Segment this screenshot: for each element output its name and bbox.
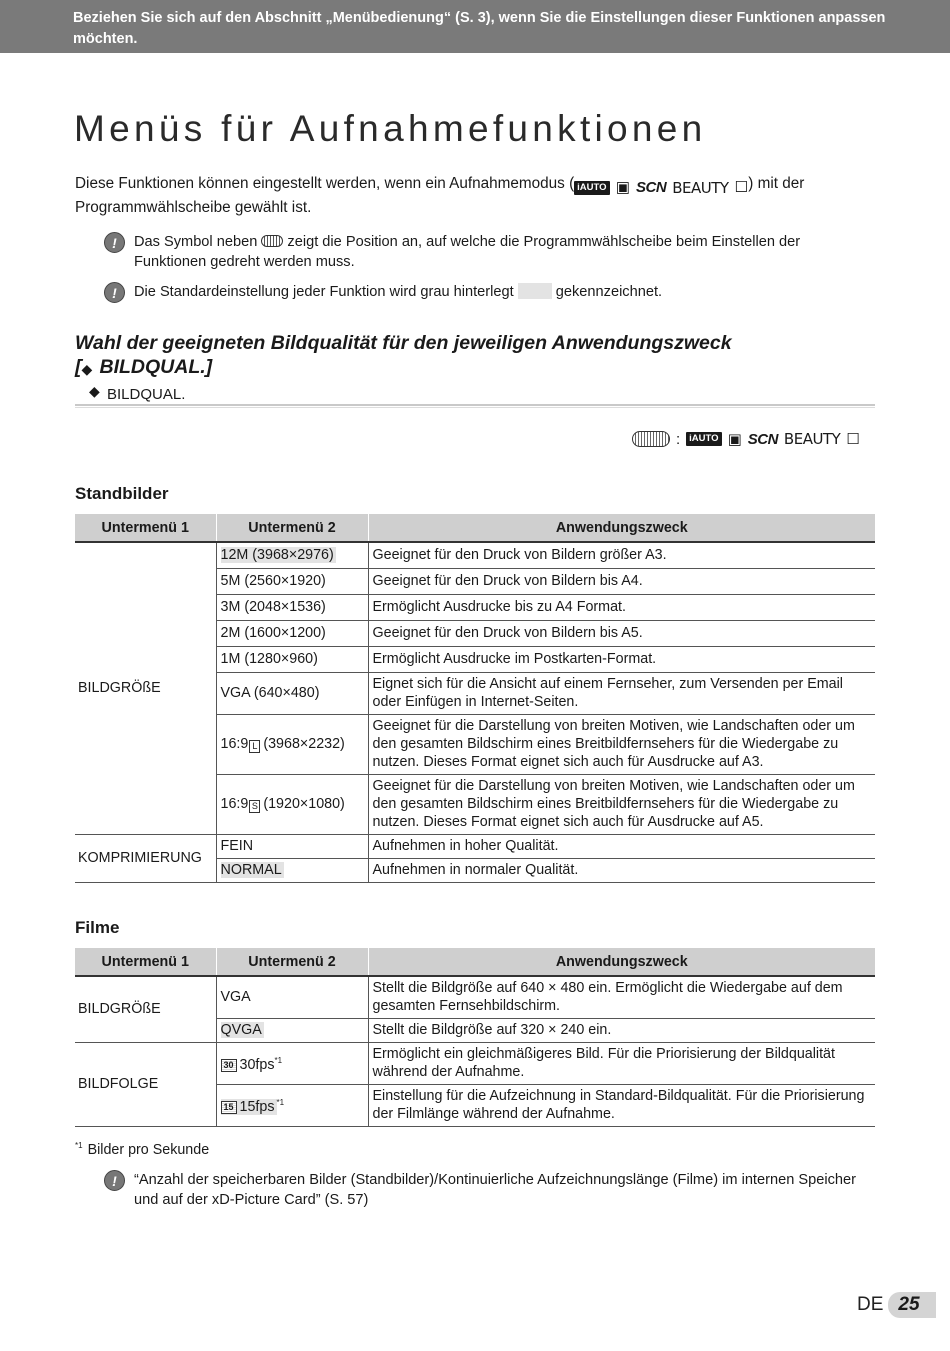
submenu2-cell: 12M (3968×2976)	[220, 547, 334, 564]
footnote-ref: *1	[274, 1056, 283, 1065]
default-grey-swatch	[518, 283, 552, 299]
modes-colon: :	[676, 430, 681, 448]
ratio-label: 16:9	[220, 736, 249, 752]
purpose-cell: Einstellung für die Aufzeichnung in Standard-Bildqualität. Für die Priorisierung der Filmlänge während der Aufnahme.	[368, 1084, 875, 1126]
column-header: Untermenü 2	[216, 514, 368, 542]
purpose-cell: Geeignet für die Darstellung von breiten Motiven, wie Landschaften oder um den gesamten Bildschirm eines Breitbildfernsehers für die Wiedergabe zu nutzen. Dieses Format eignet sich auch für Ausdrucke auf A5.	[368, 774, 875, 834]
image-quality-icon	[82, 360, 97, 374]
subhead-label: BILDQUAL.	[107, 386, 186, 403]
still-table-title: Standbilder	[75, 484, 169, 503]
note-text: Das Symbol neben	[134, 234, 262, 250]
divider	[75, 407, 875, 408]
note-text: Die Standardeinstellung jeder Funktion wird grau hinterlegt	[134, 284, 518, 300]
caution-icon: !	[104, 1170, 125, 1191]
fps-label: 30fps	[239, 1057, 275, 1073]
mode-icons	[574, 178, 748, 198]
banner-text: Beziehen Sie sich auf den Abschnitt „Menübedienung“ (S. 3), wenn Sie die Einstellungen dieser Funktionen anpassen möchten.	[73, 10, 886, 47]
section-heading-menu: BILDQUAL.]	[99, 356, 213, 378]
purpose-cell: Geeignet für den Druck von Bildern bis A5.	[368, 620, 875, 646]
page-number-value: 25	[888, 1292, 935, 1318]
purpose-cell: Aufnehmen in normaler Qualität.	[368, 858, 875, 882]
submenu2-cell	[216, 774, 368, 834]
table-header-row	[75, 948, 875, 976]
submenu2-cell	[216, 1042, 368, 1084]
still-image-table	[75, 514, 875, 883]
column-header: Anwendungszweck	[368, 514, 875, 542]
mode-dial-icon	[261, 235, 283, 247]
resolution-label: (1920×1080)	[263, 796, 345, 812]
purpose-cell: Geeignet für den Druck von Bildern bis A4.	[368, 568, 875, 594]
available-modes	[632, 428, 876, 450]
fps-label: 15fps	[239, 1099, 275, 1115]
table-row	[75, 1042, 875, 1084]
column-header: Anwendungszweck	[368, 948, 875, 976]
page-title: Menüs für Aufnahmefunktionen	[74, 108, 707, 149]
table-row	[75, 976, 875, 1018]
purpose-cell: Ermöglicht ein gleichmäßigeres Bild. Für die Priorisierung der Bildqualität während der Aufnahme.	[368, 1042, 875, 1084]
note-text: “Anzahl der speicherbaren Bilder (Standbilder)/Kontinuierliche Aufzeichnungslänge (Filme) im internen Speicher und auf der xD-Picture Card” (S. 57)	[134, 1172, 856, 1208]
purpose-cell: Ermöglicht Ausdrucke im Postkarten-Format.	[368, 646, 875, 672]
note-storage-reference	[104, 1170, 874, 1210]
footnote-text: Bilder pro Sekunde	[87, 1142, 210, 1158]
camera-icon: ▣	[615, 179, 631, 196]
language-code: DE	[857, 1294, 884, 1315]
footnote	[75, 1141, 209, 1158]
submenu2-cell: QVGA	[220, 1022, 262, 1038]
submenu2-cell: 5M (2560×1920)	[216, 568, 368, 594]
submenu2-cell: 2M (1600×1200)	[216, 620, 368, 646]
size-small-icon: S	[249, 800, 260, 813]
divider	[75, 404, 875, 406]
purpose-cell: Geeignet für den Druck von Bildern größer A3.	[368, 542, 875, 568]
table-row	[75, 542, 875, 568]
page-number	[857, 1291, 936, 1319]
submenu2-cell: VGA (640×480)	[216, 672, 368, 714]
note-default-setting	[104, 282, 874, 302]
purpose-cell: Stellt die Bildgröße auf 320 × 240 ein.	[368, 1018, 875, 1042]
movie-table	[75, 948, 875, 1127]
table-row	[75, 834, 875, 858]
movie-icon: ☐	[846, 431, 860, 448]
submenu2-cell: 1M (1280×960)	[216, 646, 368, 672]
intro-text-after: ) mit der Programmwählscheibe gewählt ist.	[75, 175, 805, 216]
top-banner	[0, 0, 950, 53]
camera-icon: ▣	[727, 431, 742, 448]
ratio-label: 16:9	[220, 796, 249, 812]
submenu2-cell: NORMAL	[220, 862, 282, 878]
submenu1-cell: BILDFOLGE	[75, 1042, 216, 1126]
table-header-row	[75, 514, 875, 542]
purpose-cell: Geeignet für die Darstellung von breiten Motiven, wie Landschaften oder um den gesamten Bildschirm eines Breitbildfernsehers für die Wiedergabe zu nutzen. Dieses Format eignet sich auch für Ausdrucke auf A3.	[368, 714, 875, 774]
caution-icon: !	[104, 282, 125, 303]
column-header: Untermenü 1	[75, 948, 216, 976]
section-heading-line1: Wahl der geeigneten Bildqualität für den jeweiligen Anwendungszweck	[75, 332, 732, 354]
size-large-icon: L	[249, 740, 260, 753]
submenu2-cell: FEIN	[216, 834, 368, 858]
beauty-icon: BEAUTY	[783, 430, 841, 448]
purpose-cell: Ermöglicht Ausdrucke bis zu A4 Format.	[368, 594, 875, 620]
note-dial-position	[104, 232, 874, 272]
purpose-cell: Stellt die Bildgröße auf 640 × 480 ein. Ermöglicht die Wiedergabe auf dem gesamten Fernsehbildschirm.	[368, 976, 875, 1018]
intro-paragraph	[75, 174, 875, 218]
scn-icon: SCN	[636, 179, 667, 196]
submenu1-cell: KOMPRIMIERUNG	[75, 834, 216, 882]
movie-table-title: Filme	[75, 918, 120, 937]
note-text: zeigt die Position an, auf welche die Programmwählscheibe beim Einstellen der Funktionen gedreht werden muss.	[134, 234, 801, 270]
scn-icon: SCN	[747, 430, 778, 448]
column-header: Untermenü 2	[216, 948, 368, 976]
submenu2-cell: VGA	[216, 976, 368, 1018]
mode-dial-icon	[632, 431, 670, 447]
fps30-icon: 30	[221, 1059, 237, 1072]
beauty-icon: BEAUTY	[672, 179, 729, 197]
intro-text-before: Diese Funktionen können eingestellt werden, wenn ein Aufnahmemodus (	[75, 175, 575, 192]
section-heading	[75, 331, 855, 379]
submenu2-cell	[216, 714, 368, 774]
section-heading-bracket: [	[75, 356, 82, 378]
submenu2-cell	[216, 1084, 368, 1126]
note-text: gekennzeichnet.	[551, 284, 663, 300]
footnote-ref: *1	[276, 1098, 285, 1107]
submenu1-cell: BILDGRÖßE	[75, 976, 216, 1042]
submenu2-cell: 3M (2048×1536)	[216, 594, 368, 620]
resolution-label: (3968×2232)	[263, 736, 345, 752]
menu-subhead	[75, 385, 875, 409]
purpose-cell: Eignet sich für die Ansicht auf einem Fernseher, zum Versenden per Email oder Einfügen in Internet-Seiten.	[368, 672, 875, 714]
iauto-icon: iAUTO	[574, 181, 609, 195]
fps15-icon: 15	[221, 1101, 237, 1114]
footnote-mark: *1	[75, 1141, 83, 1150]
column-header: Untermenü 1	[75, 514, 216, 542]
submenu1-cell: BILDGRÖßE	[75, 542, 216, 834]
iauto-icon: iAUTO	[686, 432, 721, 446]
purpose-cell: Aufnehmen in hoher Qualität.	[368, 834, 875, 858]
caution-icon: !	[104, 232, 125, 253]
image-quality-icon	[89, 386, 104, 400]
movie-icon: ☐	[734, 179, 749, 196]
